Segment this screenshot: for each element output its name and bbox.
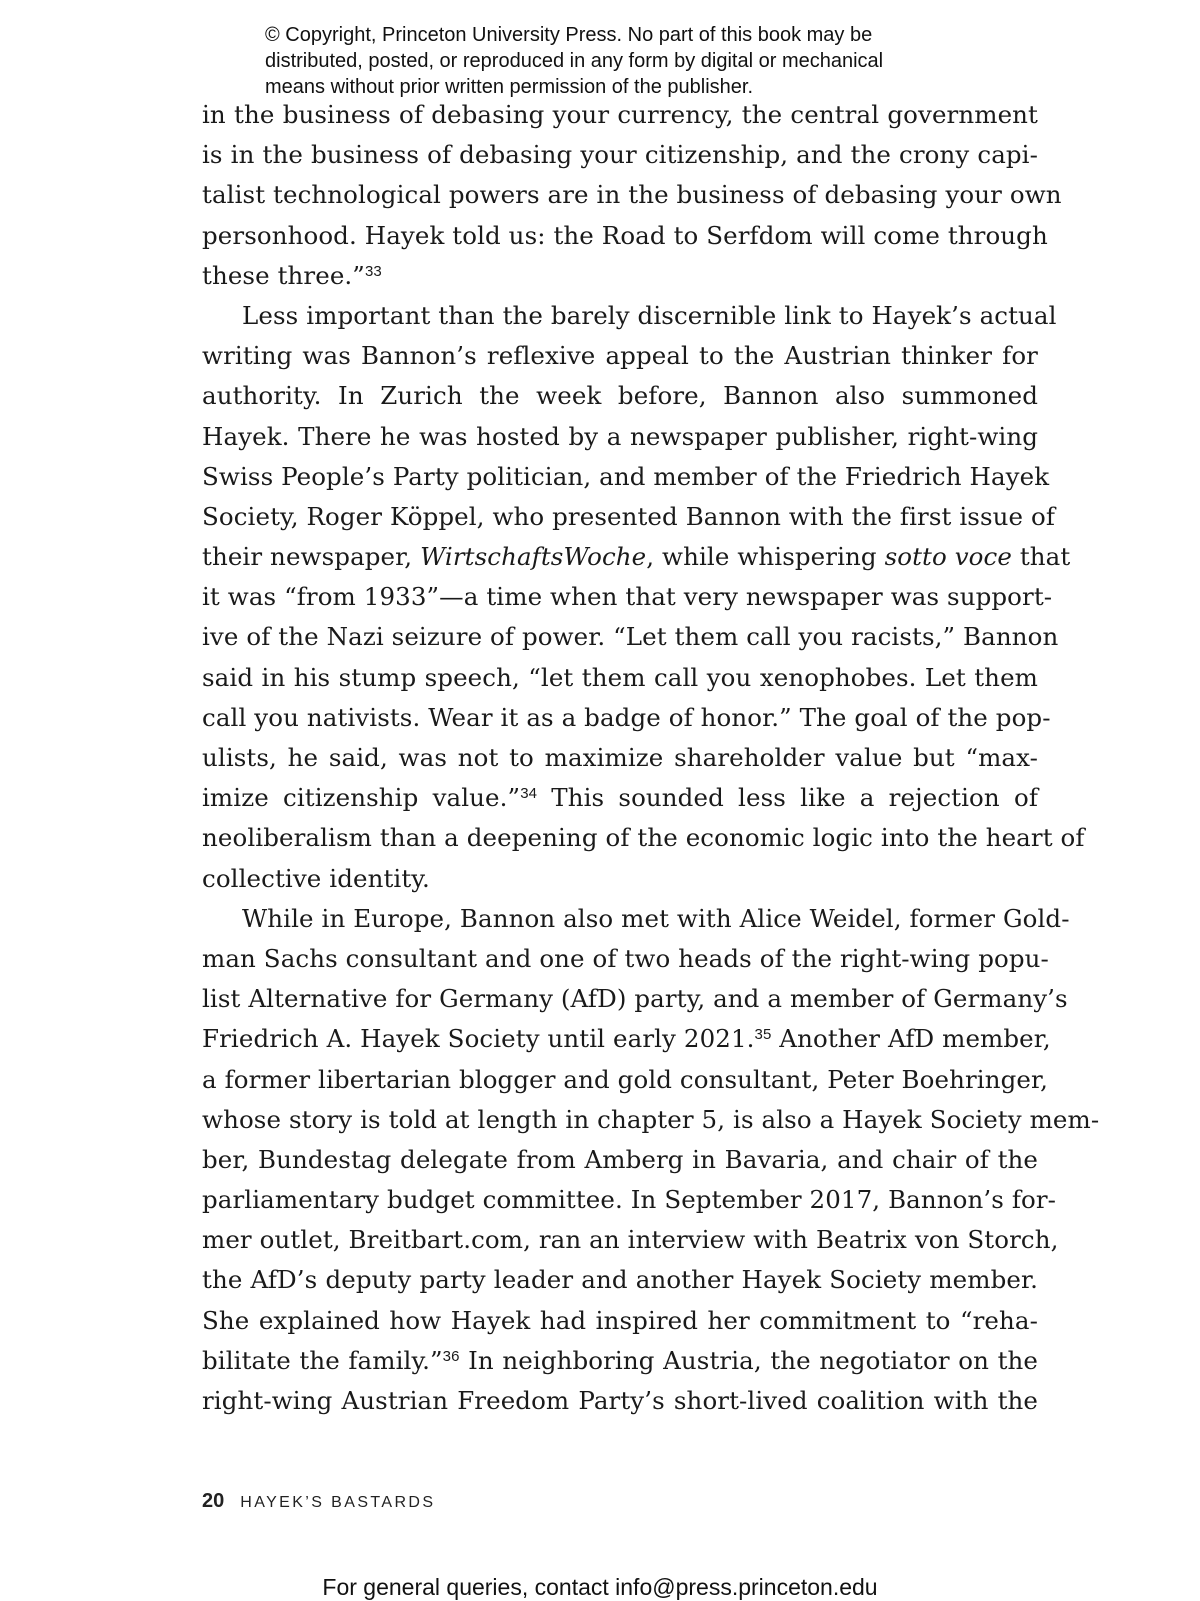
text-line: said in his stump speech, “let them call you xenophobes. Let them	[202, 662, 1038, 692]
newspaper-title: WirtschaftsWoche	[420, 542, 647, 572]
italic-phrase: sotto voce	[884, 542, 1012, 572]
text-fragment: In neighboring Austria, the negotiator on the	[459, 1345, 1038, 1375]
text-fragment: Another AfD member,	[771, 1024, 1051, 1054]
text-fragment: imize citizenship value.”	[202, 783, 521, 813]
footnote-ref-34[interactable]: 34	[520, 785, 538, 803]
text-line: personhood. Hayek told us: the Road to Serfdom will come through	[202, 220, 1048, 250]
text-line: in the business of debasing your currency, the central government	[202, 100, 1038, 129]
text-fragment: bilitate the family.”	[202, 1345, 443, 1375]
text-line: collective identity.	[202, 863, 430, 893]
text-line	[202, 778, 1038, 818]
text-line: it was “from 1933”—a time when that very newspaper was support-	[202, 582, 1053, 612]
paragraph-3	[202, 899, 1100, 1421]
text-line: Society, Roger Köppel, who presented Bannon with the first issue of	[202, 501, 1056, 531]
text-line: parliamentary budget committee. In September 2017, Bannon’s for-	[202, 1185, 1057, 1215]
footnote-ref-36[interactable]: 36	[442, 1347, 460, 1365]
text-line: authority. In Zurich the week before, Bannon also summoned	[202, 381, 1038, 411]
text-line: ive of the Nazi seizure of power. “Let them call you racists,” Bannon	[202, 622, 1059, 652]
text-fragment: that	[1011, 542, 1071, 572]
text-line: man Sachs consultant and one of two heads of the right-wing popu-	[202, 943, 1049, 973]
text-line: writing was Bannon’s reflexive appeal to the Austrian thinker for	[202, 341, 1038, 371]
copyright-line: distributed, posted, or reproduced in any form by digital or mechanical	[265, 50, 884, 72]
text-line: Swiss People’s Party politician, and member of the Friedrich Hayek	[202, 461, 1050, 491]
text-line: talist technological powers are in the business of debasing your own	[202, 180, 1062, 210]
text-line: While in Europe, Bannon also met with Alice Weidel, former Gold-	[242, 903, 1070, 933]
text-line: right-wing Austrian Freedom Party’s short-lived coalition with the	[202, 1386, 1038, 1415]
text-line: list Alternative for Germany (AfD) party, and a member of Germany’s	[202, 984, 1068, 1014]
text-line	[202, 256, 1038, 296]
text-line: the AfD’s deputy party leader and another Hayek Society member.	[202, 1265, 1038, 1295]
footnote-ref-35[interactable]: 35	[754, 1026, 772, 1044]
text-line: mer outlet, Breitbart.com, ran an interview with Beatrix von Storch,	[202, 1225, 1059, 1255]
text-line: ulists, he said, was not to maximize shareholder value but “max-	[202, 743, 1038, 772]
text-line	[202, 1019, 1051, 1059]
text-line: call you nativists. Wear it as a badge of honor.” The goal of the pop-	[202, 702, 1051, 732]
copyright-line: © Copyright, Princeton University Press. No part of this book may be	[265, 24, 873, 46]
contact-notice: For general queries, contact info@press.princeton.edu	[322, 1574, 878, 1600]
footnote-ref-33[interactable]: 33	[364, 262, 382, 280]
paragraph-1	[202, 95, 1062, 296]
text-line	[202, 537, 1071, 577]
text-line: neoliberalism than a deepening of the economic logic into the heart of	[202, 823, 1085, 853]
paragraph-2	[202, 296, 1085, 899]
text-line: Less important than the barely discernible link to Hayek’s actual	[242, 300, 1057, 330]
text-line: She explained how Hayek had inspired her commitment to “reha-	[202, 1305, 1038, 1335]
page-number: 20	[202, 1490, 225, 1512]
running-head: HAYEK’S BASTARDS	[240, 1494, 436, 1511]
text-fragment: these three.”	[202, 260, 365, 290]
text-line	[202, 1341, 1038, 1381]
copyright-notice	[265, 22, 965, 100]
text-fragment: , while whispering	[646, 542, 885, 572]
text-line: Hayek. There he was hosted by a newspaper publisher, right-wing	[202, 421, 1038, 451]
text-line: a former libertarian blogger and gold consultant, Peter Boehringer,	[202, 1064, 1048, 1094]
text-fragment: Friedrich A. Hayek Society until early 2021.	[202, 1024, 755, 1054]
text-fragment: This sounded less like a rejection of	[537, 783, 1038, 813]
page-footer	[202, 1490, 435, 1513]
text-line: is in the business of debasing your citizenship, and the crony capi-	[202, 140, 1038, 170]
copyright-line: means without prior written permission of the publisher.	[265, 76, 754, 98]
text-line: ber, Bundestag delegate from Amberg in Bavaria, and chair of the	[202, 1144, 1038, 1174]
text-fragment: their newspaper,	[202, 542, 421, 572]
text-line: whose story is told at length in chapter 5, is also a Hayek Society mem-	[202, 1104, 1100, 1134]
body-text	[202, 95, 1100, 1421]
